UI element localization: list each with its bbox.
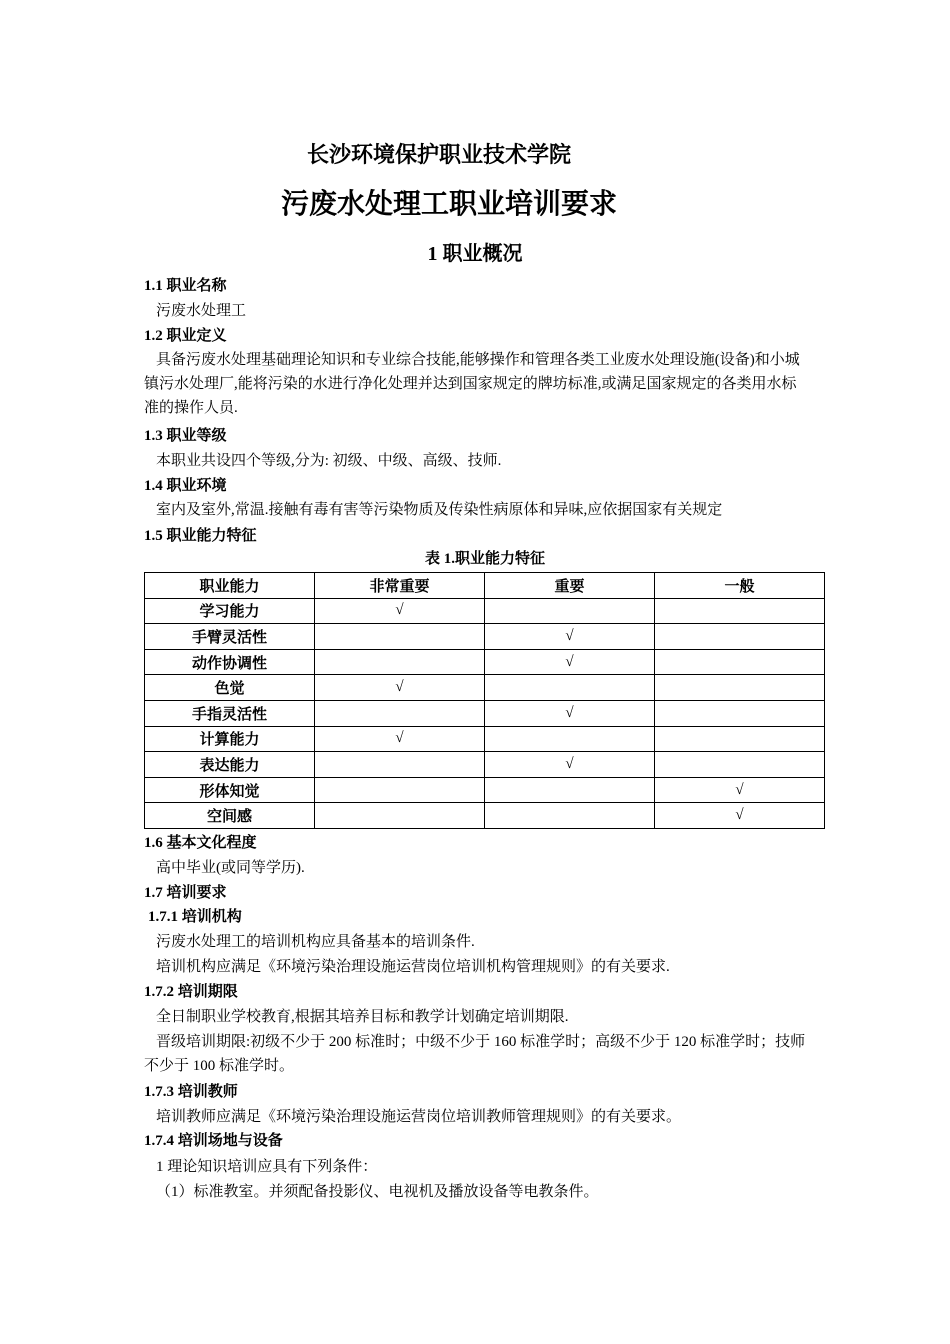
text-1-7-3-a: 培训教师应满足《环境污染治理设施运营岗位培训教师管理规则》的有关要求。 [156,1109,682,1125]
cell-very-important [315,649,485,675]
text-1-2: 具备污废水处理基础理论知识和专业综合技能,能够操作和管理各类工业废水处理设施(设备)和小城镇污水处理厂,能将污染的水进行净化处理并达到国家规定的牌坊标准,或满足国家规定的各类用水标准的操作人员. [144,352,800,416]
row-label: 计算能力 [145,726,315,752]
row-label: 形体知觉 [145,777,315,803]
row-label: 表达能力 [145,752,315,778]
row-label: 手指灵活性 [145,700,315,726]
heading-1-5: 1.5 职业能力特征 [144,528,257,544]
text-1-3: 本职业共设四个等级,分为: 初级、中级、高级、技师. [156,453,502,469]
text-1-7-2-b: 晋级培训期限:初级不少于 200 标准时；中级不少于 160 标准学时；高级不少于 120 标准学时；技师不少于 100 标准学时。 [144,1034,806,1074]
heading-1-6: 1.6 基本文化程度 [144,835,257,851]
table-row [145,752,825,778]
text-1-7-1-a: 污废水处理工的培训机构应具备基本的培训条件. [156,934,475,950]
chapter-title: 1 职业概况 [427,243,523,265]
cell-important: √ [485,624,655,650]
cell-important: √ [485,649,655,675]
table-row [145,624,825,650]
table-row [145,700,825,726]
cell-important [485,598,655,624]
text-1-4: 室内及室外,常温.接触有毒有害等污染物质及传染性病原体和异味,应依据国家有关规定 [156,502,723,518]
cell-general [655,700,825,726]
row-label: 空间感 [145,803,315,829]
cell-general [655,598,825,624]
text-1-7-1-b: 培训机构应满足《环境污染治理设施运营岗位培训机构管理规则》的有关要求. [156,959,670,975]
heading-1-7: 1.7 培训要求 [144,885,227,901]
heading-1-1: 1.1 职业名称 [144,278,227,294]
table-header-row [145,573,825,599]
cell-general: √ [655,803,825,829]
cell-general [655,675,825,701]
cell-important [485,726,655,752]
ability-table [144,572,825,829]
table-row [145,777,825,803]
cell-important: √ [485,752,655,778]
cell-very-important: √ [315,726,485,752]
heading-1-7-2: 1.7.2 培训期限 [144,984,238,1000]
header-general: 一般 [655,573,825,599]
header-important: 重要 [485,573,655,599]
cell-very-important [315,752,485,778]
heading-1-7-3: 1.7.3 培训教师 [144,1084,238,1100]
heading-1-7-4: 1.7.4 培训场地与设备 [144,1133,283,1149]
table-row [145,675,825,701]
cell-important [485,803,655,829]
text-1-7-2-a: 全日制职业学校教育,根据其培养目标和教学计划确定培训期限. [156,1009,569,1025]
header-ability: 职业能力 [145,573,315,599]
school-title: 长沙环境保护职业技术学院 [306,142,571,167]
heading-1-3: 1.3 职业等级 [144,428,227,444]
row-label: 手臂灵活性 [145,624,315,650]
table-row [145,726,825,752]
cell-general [655,726,825,752]
cell-important [485,777,655,803]
heading-1-4: 1.4 职业环境 [144,478,227,494]
table-row [145,598,825,624]
cell-very-important: √ [315,598,485,624]
text-1-7-4-b: （1）标准教室。并须配备投影仪、电视机及播放设备等电教条件。 [156,1184,599,1200]
cell-general [655,752,825,778]
cell-general [655,624,825,650]
cell-general [655,649,825,675]
table-row [145,803,825,829]
table-row [145,649,825,675]
cell-important [485,675,655,701]
document-title: 污废水处理工职业培训要求 [280,189,617,220]
row-label: 学习能力 [145,598,315,624]
cell-important: √ [485,700,655,726]
row-label: 色觉 [145,675,315,701]
text-1-1: 污废水处理工 [156,303,247,319]
heading-1-7-1: 1.7.1 培训机构 [148,909,242,925]
text-1-7-4-a: 1 理论知识培训应具有下列条件： [156,1159,378,1175]
cell-very-important [315,700,485,726]
cell-very-important [315,803,485,829]
cell-general: √ [655,777,825,803]
row-label: 动作协调性 [145,649,315,675]
header-very-important: 非常重要 [315,573,485,599]
table-caption: 表 1.职业能力特征 [424,551,545,567]
heading-1-2: 1.2 职业定义 [144,328,227,344]
text-1-6: 高中毕业(或同等学历). [156,860,305,876]
cell-very-important [315,777,485,803]
cell-very-important [315,624,485,650]
cell-very-important: √ [315,675,485,701]
